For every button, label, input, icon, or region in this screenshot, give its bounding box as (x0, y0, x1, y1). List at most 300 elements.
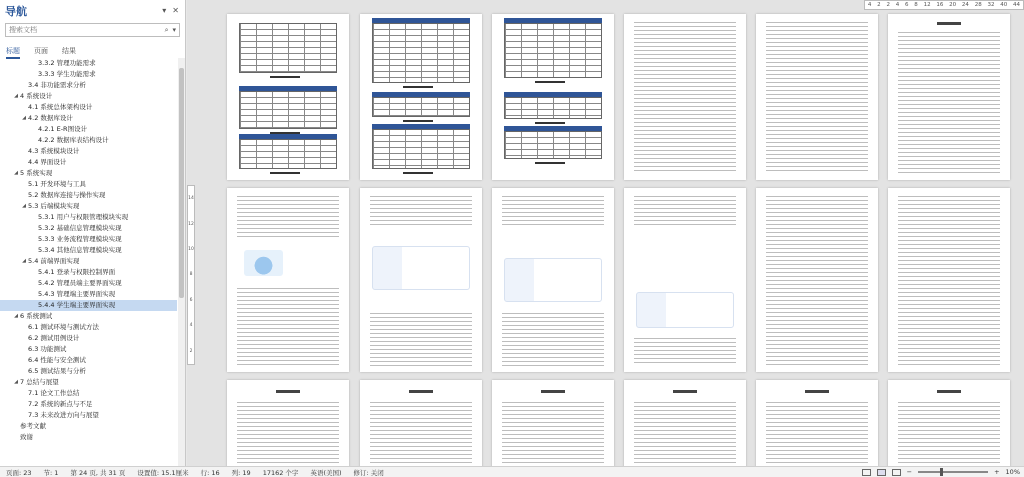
text-line (502, 365, 605, 366)
nav-heading-label: 7.3 未来改进方向与展望 (28, 411, 99, 419)
screenshot-figure (636, 292, 734, 328)
collapse-arrow-icon[interactable]: ◢ (14, 170, 18, 176)
text-line (898, 112, 1001, 113)
text-line (634, 362, 737, 363)
text-line (898, 340, 1001, 341)
nav-heading-item[interactable] (0, 146, 177, 157)
table-caption (535, 81, 566, 83)
vruler-mark: 14 (188, 196, 194, 202)
nav-heading-label: 4.4 界面设计 (28, 158, 67, 166)
nav-heading-item[interactable] (0, 124, 177, 135)
text-line (502, 357, 605, 358)
table-caption (535, 122, 566, 124)
text-line (237, 324, 340, 325)
text-line (502, 349, 605, 350)
text-line (898, 168, 1001, 169)
text-line (898, 64, 1001, 65)
print-layout-icon[interactable] (877, 469, 886, 476)
text-line (634, 430, 737, 431)
scroll-thumb[interactable] (179, 68, 184, 298)
text-line (370, 462, 473, 463)
nav-heading-label: 致谢 (20, 433, 33, 441)
nav-heading-item[interactable] (0, 245, 177, 256)
text-line (502, 410, 605, 411)
text-line (766, 422, 869, 423)
text-line (898, 80, 1001, 81)
text-line (766, 54, 869, 55)
text-line (766, 142, 869, 143)
nav-heading-item[interactable] (0, 289, 177, 300)
text-line (370, 224, 473, 225)
text-line (634, 54, 737, 55)
zoom-level[interactable]: 10% (1005, 468, 1020, 476)
nav-heading-item[interactable] (0, 58, 177, 69)
nav-heading-item[interactable] (0, 201, 177, 212)
text-line (634, 114, 737, 115)
nav-search-box[interactable] (5, 23, 180, 37)
text-line (634, 42, 737, 43)
text-line (237, 430, 340, 431)
text-line (634, 212, 737, 213)
nav-heading-item[interactable] (0, 168, 177, 179)
text-line (766, 232, 869, 233)
text-line (634, 438, 737, 439)
document-area[interactable] (187, 0, 1024, 466)
text-line (766, 418, 869, 419)
text-line (634, 26, 737, 27)
text-line (898, 272, 1001, 273)
text-line (237, 236, 340, 237)
status-language[interactable]: 英语(美国) (310, 468, 342, 477)
vruler-mark: 2 (189, 348, 193, 354)
text-line (766, 434, 869, 435)
text-line (898, 462, 1001, 463)
nav-heading-item[interactable] (0, 223, 177, 234)
page-thumbnail[interactable] (360, 14, 482, 180)
text-line (502, 418, 605, 419)
table (239, 91, 337, 129)
text-line (766, 66, 869, 67)
text-line (237, 332, 340, 333)
text-line (370, 438, 473, 439)
text-line (634, 74, 737, 75)
text-line (370, 208, 473, 209)
text-line (898, 426, 1001, 427)
nav-heading-item[interactable] (0, 421, 177, 432)
text-line (898, 140, 1001, 141)
nav-heading-item[interactable] (0, 135, 177, 146)
text-line (634, 122, 737, 123)
page-thumbnail[interactable] (888, 380, 1010, 466)
read-mode-icon[interactable] (862, 469, 871, 476)
text-line (634, 106, 737, 107)
nav-heading-item[interactable] (0, 344, 177, 355)
illustration-figure (244, 250, 283, 276)
nav-heading-item[interactable] (0, 179, 177, 190)
status-page[interactable]: 页面: 23 (6, 468, 32, 477)
page-thumbnail[interactable] (492, 380, 614, 466)
text-line (766, 58, 869, 59)
text-line (766, 328, 869, 329)
text-line (766, 208, 869, 209)
text-line (766, 256, 869, 257)
nav-heading-label: 6 系统测试 (20, 312, 53, 320)
table (372, 23, 470, 83)
page-thumbnail[interactable] (227, 14, 349, 180)
text-line (502, 353, 605, 354)
text-line (634, 220, 737, 221)
text-line (237, 308, 340, 309)
text-line (898, 458, 1001, 459)
text-line (898, 430, 1001, 431)
text-line (766, 118, 869, 119)
text-line (898, 244, 1001, 245)
nav-heading-label: 5.3.4 其他信息管理模块实现 (38, 246, 122, 254)
page-thumbnail[interactable] (360, 188, 482, 372)
section-heading (673, 390, 697, 393)
chevron-down-icon[interactable]: ▾ (172, 25, 176, 34)
text-line (766, 438, 869, 439)
nav-heading-item[interactable] (0, 322, 177, 333)
nav-heading-item[interactable] (0, 80, 177, 91)
nav-header (0, 0, 185, 21)
nav-heading-item[interactable] (0, 102, 177, 113)
text-line (370, 337, 473, 338)
text-line (766, 98, 869, 99)
text-line (898, 296, 1001, 297)
text-line (634, 216, 737, 217)
text-line (766, 406, 869, 407)
text-line (766, 150, 869, 151)
text-line (898, 108, 1001, 109)
text-line (766, 114, 869, 115)
text-line (766, 122, 869, 123)
page-thumbnail[interactable] (756, 188, 878, 372)
nav-heading-item[interactable] (0, 69, 177, 80)
nav-heading-item[interactable] (0, 311, 177, 322)
text-line (634, 454, 737, 455)
text-line (237, 422, 340, 423)
close-icon[interactable]: ✕ (172, 6, 179, 15)
nav-heading-item[interactable] (0, 267, 177, 278)
text-line (634, 58, 737, 59)
text-line (370, 361, 473, 362)
text-line (898, 304, 1001, 305)
nav-heading-item[interactable] (0, 256, 177, 267)
text-line (766, 312, 869, 313)
text-line (634, 46, 737, 47)
nav-heading-label: 3.3.3 学生功能需求 (38, 70, 96, 78)
page-thumbnail[interactable] (492, 188, 614, 372)
text-line (634, 426, 737, 427)
text-line (634, 342, 737, 343)
text-line (634, 22, 737, 23)
text-line (237, 406, 340, 407)
text-line (370, 349, 473, 350)
zoom-in-icon[interactable]: + (994, 468, 1000, 476)
collapse-arrow-icon[interactable]: ◢ (22, 203, 26, 209)
text-line (634, 130, 737, 131)
text-line (634, 90, 737, 91)
text-line (766, 62, 869, 63)
ruler-mark: 4 (867, 2, 872, 8)
text-line (766, 126, 869, 127)
collapse-arrow-icon[interactable]: ◢ (22, 115, 26, 121)
text-line (237, 414, 340, 415)
page-thumbnail[interactable] (624, 380, 746, 466)
text-line (898, 316, 1001, 317)
text-line (370, 430, 473, 431)
text-line (766, 356, 869, 357)
collapse-arrow-icon[interactable]: ◢ (22, 258, 26, 264)
tab-results[interactable]: 结果 (62, 47, 76, 55)
search-icon[interactable]: ⌕ (164, 25, 169, 34)
text-line (898, 32, 1001, 33)
text-line (766, 308, 869, 309)
nav-heading-item[interactable] (0, 300, 177, 311)
text-line (766, 336, 869, 337)
screenshot-figure (372, 246, 470, 290)
text-line (634, 462, 737, 463)
text-line (502, 402, 605, 403)
page-thumbnail[interactable] (227, 188, 349, 372)
nav-heading-label: 4.3 系统模块设计 (28, 147, 80, 155)
text-line (898, 208, 1001, 209)
text-line (898, 212, 1001, 213)
page-thumbnail[interactable] (492, 14, 614, 180)
text-line (370, 200, 473, 201)
page-thumbnail[interactable] (888, 188, 1010, 372)
text-line (634, 70, 737, 71)
text-line (766, 268, 869, 269)
collapse-arrow-icon[interactable]: ◢ (14, 93, 18, 99)
page-thumbnail[interactable] (756, 380, 878, 466)
text-line (634, 150, 737, 151)
nav-heading-item[interactable] (0, 377, 177, 388)
nav-heading-label: 6.5 测试结果与分析 (28, 367, 86, 375)
text-line (766, 162, 869, 163)
nav-heading-item[interactable] (0, 91, 177, 102)
text-line (237, 304, 340, 305)
collapse-arrow-icon[interactable]: ◢ (14, 379, 18, 385)
text-line (370, 325, 473, 326)
text-line (898, 402, 1001, 403)
zoom-out-icon[interactable]: − (906, 468, 913, 476)
text-line (766, 296, 869, 297)
page-thumbnail[interactable] (624, 14, 746, 180)
text-line (766, 216, 869, 217)
nav-heading-item[interactable] (0, 234, 177, 245)
nav-heading-item[interactable] (0, 212, 177, 223)
text-line (766, 78, 869, 79)
section-heading (541, 390, 565, 393)
vruler-mark: 8 (189, 272, 193, 278)
text-line (898, 308, 1001, 309)
status-revision[interactable]: 修订: 关闭 (353, 468, 384, 477)
ruler-mark: 40 (1000, 2, 1008, 8)
text-line (898, 364, 1001, 365)
text-line (634, 98, 737, 99)
text-line (898, 454, 1001, 455)
nav-heading-item[interactable] (0, 278, 177, 289)
chapter-heading (937, 22, 961, 25)
status-section: 节: 1 (43, 468, 59, 477)
nav-heading-label: 参考文献 (20, 422, 46, 430)
table-caption (403, 120, 434, 122)
text-line (370, 196, 473, 197)
status-page-of[interactable]: 第 24 页, 共 31 页 (70, 468, 126, 477)
nav-heading-item[interactable] (0, 388, 177, 399)
text-line (898, 264, 1001, 265)
text-line (237, 196, 340, 197)
text-line (898, 348, 1001, 349)
text-line (502, 204, 605, 205)
text-line (502, 220, 605, 221)
text-line (502, 200, 605, 201)
text-line (898, 344, 1001, 345)
text-line (766, 102, 869, 103)
text-line (634, 154, 737, 155)
nav-heading-item[interactable] (0, 432, 177, 443)
screenshot-figure (504, 258, 602, 302)
text-line (898, 220, 1001, 221)
search-input[interactable] (9, 26, 165, 34)
table-caption (403, 172, 434, 174)
nav-heading-label: 6.1 测试环境与测试方法 (28, 323, 99, 331)
nav-title: 导航 (5, 4, 27, 18)
text-line (370, 212, 473, 213)
text-line (370, 442, 473, 443)
text-line (237, 312, 340, 313)
text-line (502, 333, 605, 334)
text-line (898, 200, 1001, 201)
text-line (766, 74, 869, 75)
text-line (898, 280, 1001, 281)
text-line (766, 204, 869, 205)
text-line (237, 364, 340, 365)
text-line (766, 248, 869, 249)
text-line (766, 304, 869, 305)
text-line (634, 94, 737, 95)
table (504, 23, 602, 78)
text-line (898, 84, 1001, 85)
text-line (634, 50, 737, 51)
text-line (898, 72, 1001, 73)
nav-scrollbar[interactable] (178, 58, 185, 466)
nav-heading-label: 5.3.1 用户与权限管理模块实现 (38, 213, 129, 221)
text-line (634, 414, 737, 415)
table (372, 97, 470, 117)
text-line (502, 325, 605, 326)
web-layout-icon[interactable] (892, 469, 901, 476)
page-thumbnail[interactable] (227, 380, 349, 466)
text-line (502, 422, 605, 423)
text-line (502, 317, 605, 318)
section-heading (805, 390, 829, 393)
text-line (766, 280, 869, 281)
text-line (898, 148, 1001, 149)
text-line (898, 360, 1001, 361)
text-line (766, 22, 869, 23)
zoom-thumb[interactable] (940, 468, 943, 476)
text-line (766, 442, 869, 443)
text-line (766, 130, 869, 131)
text-line (898, 136, 1001, 137)
text-line (766, 260, 869, 261)
zoom-slider[interactable] (918, 471, 988, 473)
text-line (502, 438, 605, 439)
text-line (898, 172, 1001, 173)
nav-heading-label: 6.3 功能测试 (28, 345, 67, 353)
page-thumbnail[interactable] (624, 188, 746, 372)
nav-heading-label: 7 总结与展望 (20, 378, 59, 386)
nav-heading-item[interactable] (0, 355, 177, 366)
nav-heading-item[interactable] (0, 410, 177, 421)
text-line (370, 418, 473, 419)
text-line (502, 224, 605, 225)
nav-heading-label: 5.4.4 学生端主要界面实现 (38, 301, 116, 309)
tab-pages[interactable]: 页面 (34, 47, 48, 55)
page-thumbnail[interactable] (756, 14, 878, 180)
nav-heading-label: 5.4.3 管理端主要界面实现 (38, 290, 116, 298)
ruler-mark: 12 (923, 2, 931, 8)
text-line (370, 414, 473, 415)
ruler-mark: 4 (895, 2, 900, 8)
text-line (634, 166, 737, 167)
nav-heading-item[interactable] (0, 399, 177, 410)
text-line (766, 264, 869, 265)
text-line (898, 438, 1001, 439)
nav-heading-label: 4.2.1 E-R图设计 (38, 125, 88, 133)
collapse-arrow-icon[interactable]: ◢ (14, 313, 18, 319)
text-line (766, 332, 869, 333)
text-line (898, 248, 1001, 249)
text-line (898, 116, 1001, 117)
text-line (237, 458, 340, 459)
text-line (502, 426, 605, 427)
ruler-mark: 6 (905, 2, 909, 8)
page-thumbnail[interactable] (888, 14, 1010, 180)
text-line (634, 450, 737, 451)
nav-heading-item[interactable] (0, 190, 177, 201)
page-thumbnail[interactable] (360, 380, 482, 466)
text-line (370, 345, 473, 346)
text-line (898, 324, 1001, 325)
nav-heading-item[interactable] (0, 366, 177, 377)
nav-heading-item[interactable] (0, 113, 177, 124)
text-line (898, 292, 1001, 293)
text-line (898, 92, 1001, 93)
text-line (766, 154, 869, 155)
text-line (898, 36, 1001, 37)
text-line (237, 328, 340, 329)
text-line (766, 138, 869, 139)
text-line (766, 426, 869, 427)
vruler-mark: 6 (189, 297, 193, 303)
text-line (766, 146, 869, 147)
text-line (766, 166, 869, 167)
tab-headings[interactable]: 标题 (6, 46, 20, 59)
nav-heading-item[interactable] (0, 333, 177, 344)
text-line (766, 340, 869, 341)
text-line (370, 406, 473, 407)
nav-heading-label: 7.1 论文工作总结 (28, 389, 80, 397)
text-line (766, 134, 869, 135)
nav-heading-label: 4 系统设计 (20, 92, 53, 100)
nav-heading-item[interactable] (0, 157, 177, 168)
nav-options-icon[interactable]: ▾ (162, 6, 167, 15)
status-words[interactable]: 17162 个字 (262, 468, 299, 477)
